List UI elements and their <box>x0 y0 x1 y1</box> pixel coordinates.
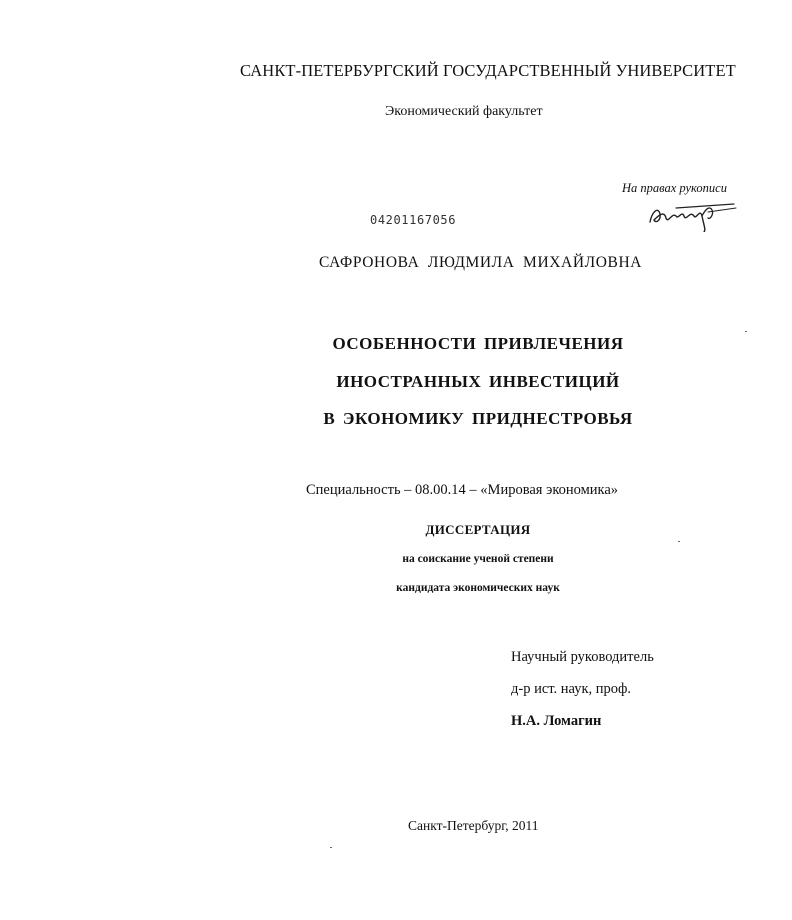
degree-line-2: кандидата экономических наук <box>396 582 560 594</box>
title-line-3: В ЭКОНОМИКУ ПРИДНЕСТРОВЬЯ <box>323 409 633 428</box>
supervisor-role: Научный руководитель <box>511 649 654 665</box>
supervisor-credentials: д-р ист. наук, проф. <box>511 681 632 697</box>
manuscript-note: На правах рукописи <box>622 181 727 195</box>
scan-speck <box>745 331 747 332</box>
degree-line-1: на соискание ученой степени <box>402 553 554 565</box>
scan-speck <box>678 541 680 542</box>
title-line-1: ОСОБЕННОСТИ ПРИВЛЕЧЕНИЯ <box>332 334 624 353</box>
specialty-line: Специальность – 08.00.14 – «Мировая экономика» <box>306 482 619 498</box>
title-line-2: ИНОСТРАННЫХ ИНВЕСТИЦИЙ <box>336 372 620 391</box>
author-name: САФРОНОВА ЛЮДМИЛА МИХАЙЛОВНА <box>319 254 643 271</box>
place-and-year: Санкт-Петербург, 2011 <box>408 818 539 833</box>
scan-speck <box>330 847 332 848</box>
handwritten-signature <box>646 196 738 232</box>
supervisor-name: Н.А. Ломагин <box>511 713 602 729</box>
faculty-name: Экономический факультет <box>385 104 543 119</box>
dissertation-type: ДИССЕРТАЦИЯ <box>425 522 531 537</box>
archive-number: 04201167056 <box>370 213 457 227</box>
university-name: САНКТ-ПЕТЕРБУРГСКИЙ ГОСУДАРСТВЕННЫЙ УНИВЕРСИТЕТ <box>240 61 736 80</box>
